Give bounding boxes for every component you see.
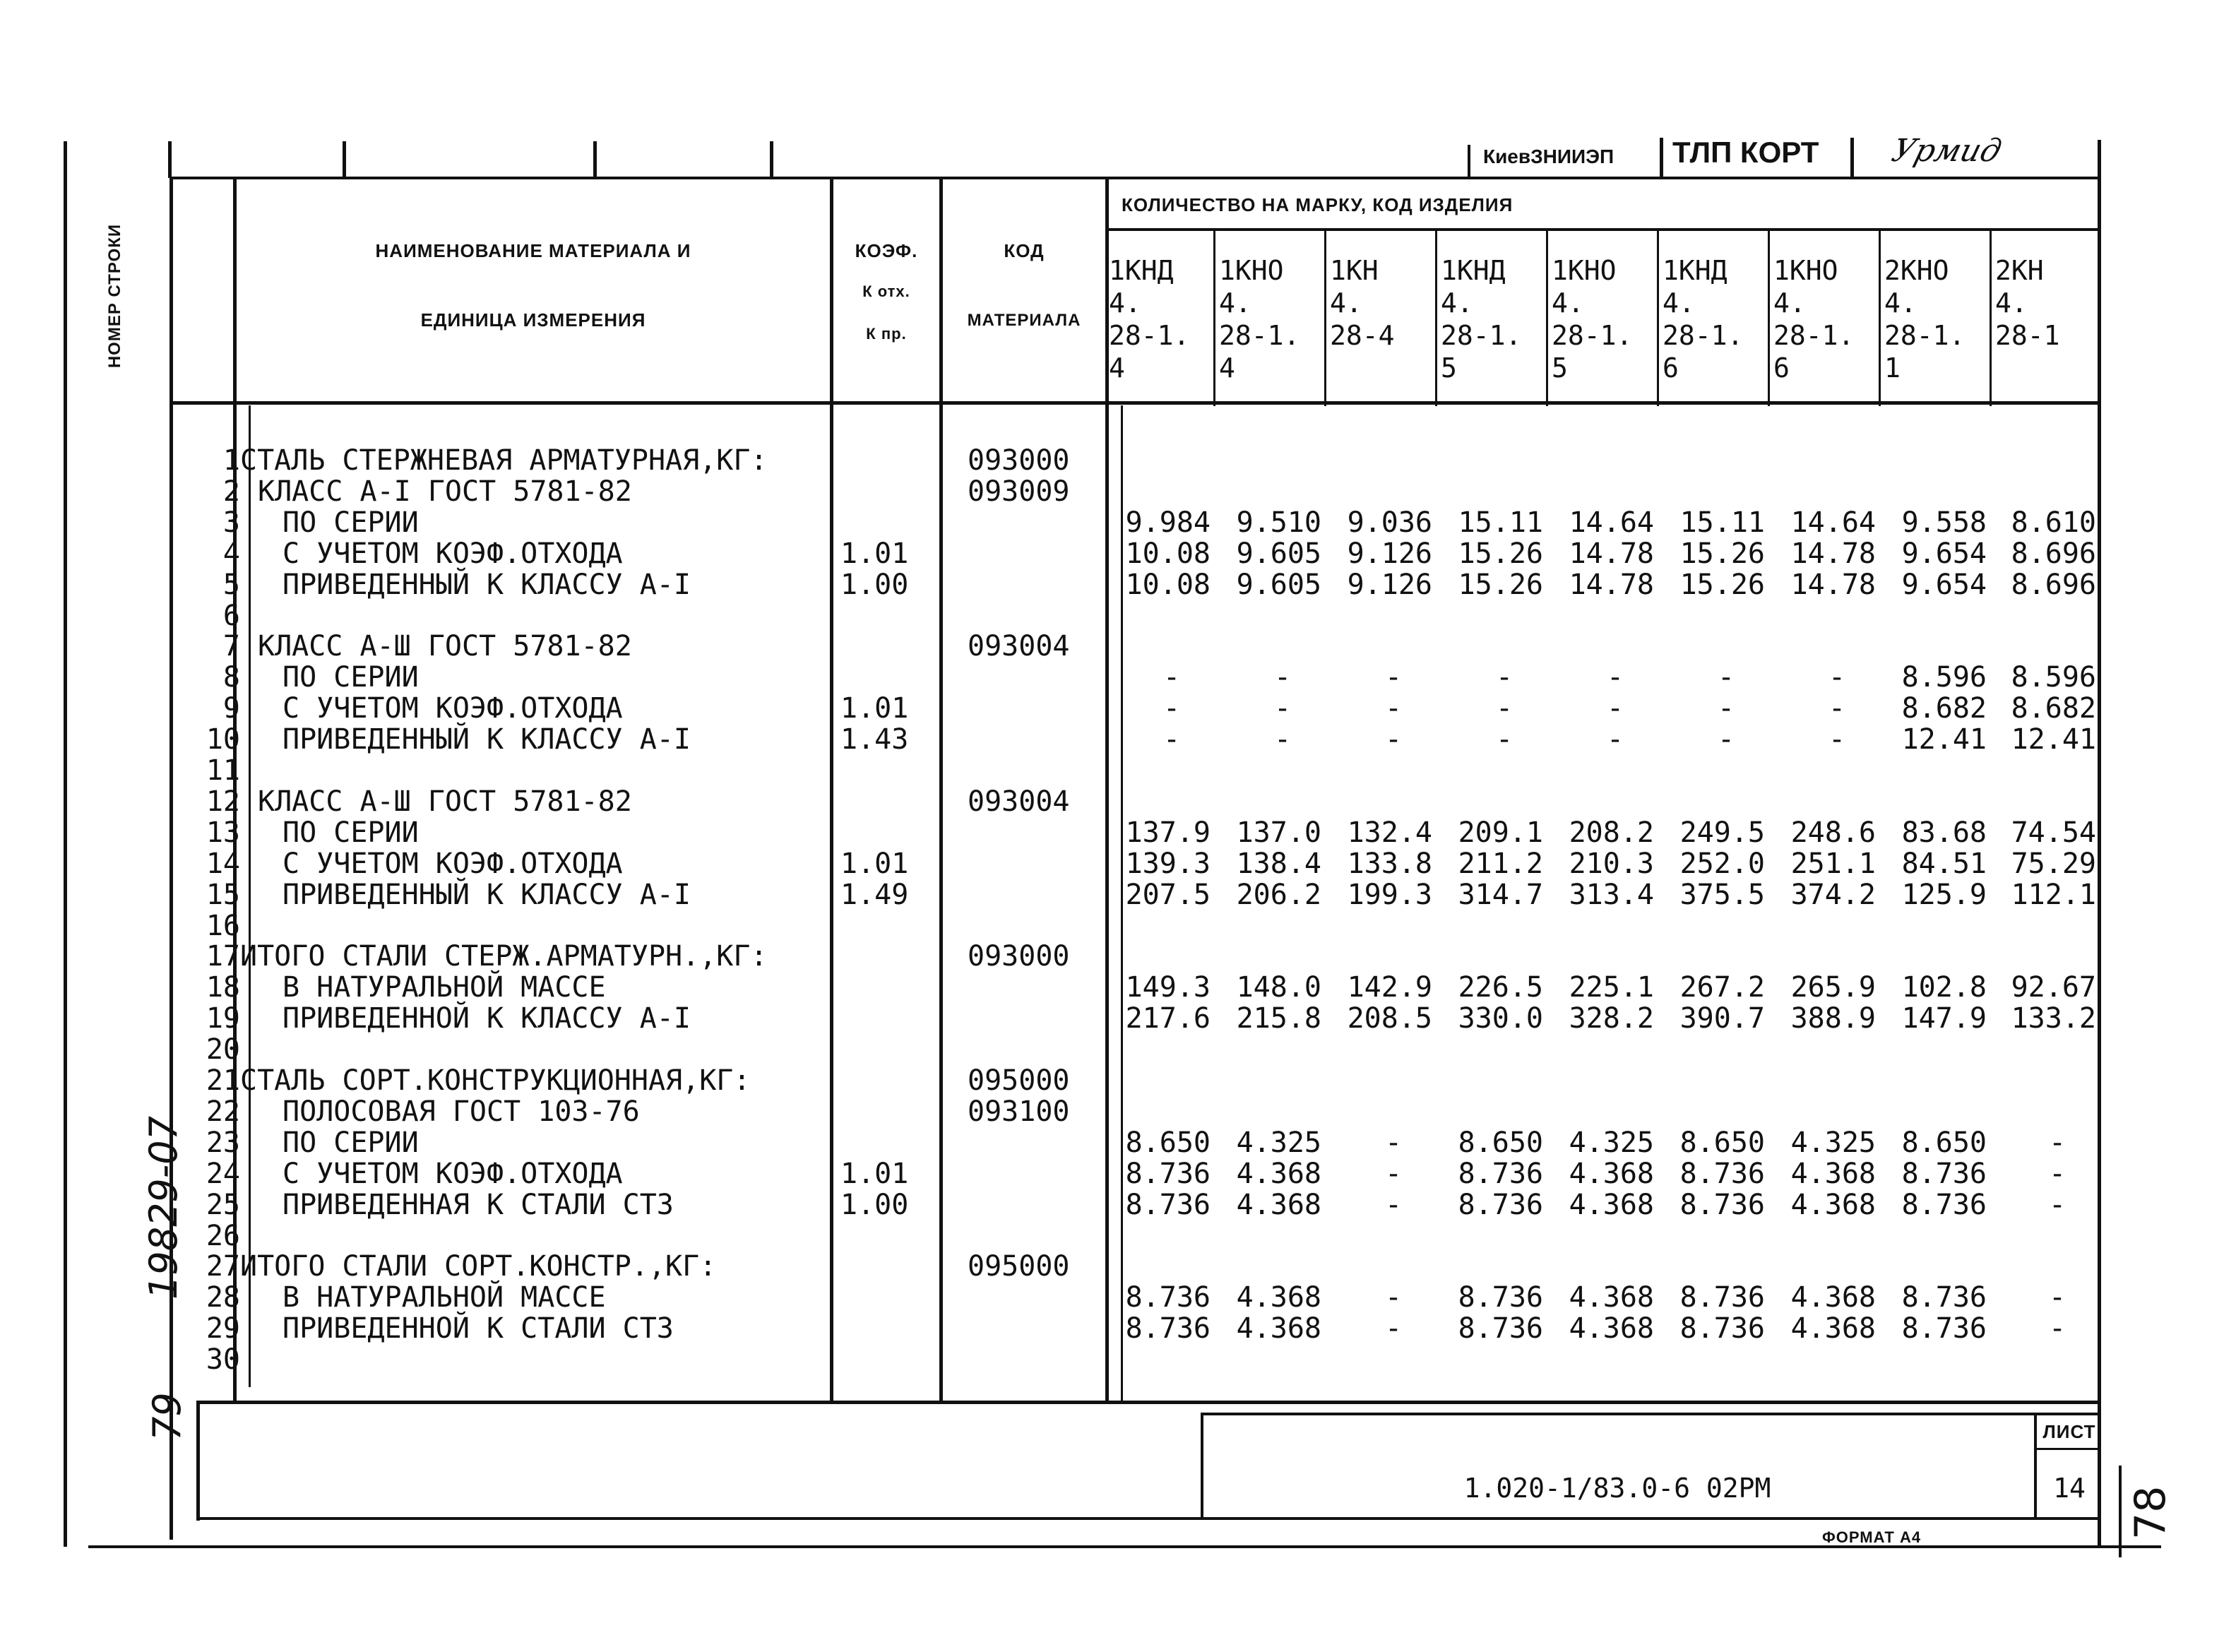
quantity-cell: 92.67	[2011, 971, 2096, 1004]
quantity-cell: 8.736	[1901, 1312, 1987, 1345]
material-name: С УЧЕТОМ КОЭФ.ОТХОДА	[283, 1157, 623, 1190]
row-number: 14	[206, 847, 240, 880]
quantity-cell: 8.736	[1458, 1188, 1543, 1221]
quantity-cell: -	[1606, 692, 1624, 725]
stamp-tick	[1850, 138, 1854, 177]
col-line-rownum-inner	[249, 405, 251, 1387]
material-name: ПРИВЕДЕННОЙ К СТАЛИ СТЗ	[283, 1312, 674, 1345]
quantity-cell: 10.08	[1125, 568, 1211, 601]
quantity-cell: -	[1384, 1126, 1403, 1159]
quantity-cell: -	[1384, 661, 1403, 694]
quantity-cell: 8.736	[1901, 1188, 1987, 1221]
quantity-cell: 9.984	[1125, 506, 1211, 539]
footer-sheet-mid	[2034, 1448, 2101, 1450]
material-name: ПО СЕРИИ	[283, 1126, 419, 1159]
quantity-cell: -	[2048, 1188, 2066, 1221]
quantity-cell: -	[1273, 723, 1292, 756]
quantity-cell: 8.682	[1901, 692, 1987, 725]
material-name: ПРИВЕДЕННАЯ К СТАЛИ СТЗ	[283, 1188, 674, 1221]
coefficient: 1.43	[840, 723, 909, 756]
quantity-cell: -	[2048, 1157, 2066, 1190]
quantity-cell: 4.368	[1236, 1312, 1321, 1345]
quantity-cell: -	[1384, 1157, 1403, 1190]
quantity-cell: 8.610	[2011, 506, 2096, 539]
quantity-cell: 8.650	[1679, 1126, 1765, 1159]
quantity-cell: 8.596	[2011, 661, 2096, 694]
quantity-cell: 132.4	[1347, 816, 1432, 849]
row-number: 13	[206, 816, 240, 849]
mark-col-line	[1213, 230, 1215, 406]
quantity-cell: 15.11	[1679, 506, 1765, 539]
quantity-cell: 4.368	[1236, 1188, 1321, 1221]
material-name: ИТОГО СТАЛИ СОРТ.КОНСТР.,КГ:	[240, 1250, 717, 1283]
quantity-cell: -	[1495, 661, 1514, 694]
row-number: 20	[206, 1033, 240, 1066]
quantity-cell: 208.5	[1347, 1002, 1432, 1035]
material-name: КЛАСС А-I ГОСТ 5781-82	[258, 475, 632, 508]
quantity-header: КОЛИЧЕСТВО НА МАРКУ, КОД ИЗДЕЛИЯ	[1122, 194, 1514, 215]
quantity-cell: 9.036	[1347, 506, 1432, 539]
coef-header-line2: К отх.	[862, 283, 910, 300]
material-name: КЛАСС А-Ш ГОСТ 5781-82	[258, 785, 632, 818]
stamp-tick	[1660, 138, 1663, 177]
row-number: 11	[206, 754, 240, 787]
footer-title-block-top	[1201, 1413, 2101, 1415]
col-line-name-end	[830, 179, 833, 1401]
quantity-cell: 4.368	[1569, 1281, 1654, 1314]
mark-col-line	[1879, 230, 1881, 406]
quantity-cell: 251.1	[1790, 847, 1876, 880]
quantity-cell: 9.605	[1236, 568, 1321, 601]
quantity-cell: 4.325	[1569, 1126, 1654, 1159]
name-header-line1: НАИМЕНОВАНИЕ МАТЕРИАЛА И	[375, 240, 691, 261]
quantity-cell: 75.29	[2011, 847, 2096, 880]
quantity-cell: 8.736	[1679, 1312, 1765, 1345]
material-code: 093000	[968, 444, 1070, 477]
material-name: В НАТУРАЛЬНОЙ МАССЕ	[283, 971, 606, 1004]
quantity-cell: -	[1384, 692, 1403, 725]
material-name: ПО СЕРИИ	[283, 506, 419, 539]
code-header-line2: МАТЕРИАЛА	[967, 311, 1081, 330]
material-name: ПРИВЕДЕННЫЙ К КЛАССУ А-I	[283, 878, 691, 911]
row-number: 4	[222, 537, 240, 570]
footer-bottom-line	[196, 1517, 2101, 1520]
quantity-cell: 217.6	[1125, 1002, 1211, 1035]
material-name: ПРИВЕДЕННЫЙ К КЛАССУ А-I	[283, 568, 691, 601]
quantity-cell: 390.7	[1679, 1002, 1765, 1035]
quantity-cell: 4.368	[1236, 1281, 1321, 1314]
quantity-cell: 8.736	[1901, 1281, 1987, 1314]
row-number-header: НОМЕР СТРОКИ	[105, 223, 124, 369]
mark-col-line	[1324, 230, 1326, 406]
quantity-cell: 208.2	[1569, 816, 1654, 849]
quantity-cell: 14.78	[1569, 537, 1654, 570]
quantity-cell: -	[1162, 661, 1181, 694]
mark-col-line	[1768, 230, 1770, 406]
row-number: 28	[206, 1281, 240, 1314]
material-name: С УЧЕТОМ КОЭФ.ОТХОДА	[283, 692, 623, 725]
material-name: ПО СЕРИИ	[283, 816, 419, 849]
quantity-cell: 206.2	[1236, 878, 1321, 911]
quantity-cell: 9.654	[1901, 568, 1987, 601]
coefficient: 1.00	[840, 568, 909, 601]
quantity-cell: 15.26	[1679, 568, 1765, 601]
material-name: С УЧЕТОМ КОЭФ.ОТХОДА	[283, 847, 623, 880]
row-number: 26	[206, 1219, 240, 1252]
quantity-cell: 137.0	[1236, 816, 1321, 849]
table-bottom-line	[198, 1401, 2101, 1404]
quantity-cell: 4.325	[1236, 1126, 1321, 1159]
material-code: 093004	[968, 630, 1070, 663]
quantity-cell: -	[1162, 692, 1181, 725]
quantity-cell: 14.78	[1790, 568, 1876, 601]
quantity-cell: -	[1606, 723, 1624, 756]
quantity-cell: 9.510	[1236, 506, 1321, 539]
quantity-cell: 4.368	[1790, 1312, 1876, 1345]
coefficient: 1.49	[840, 878, 909, 911]
quantity-cell: -	[1717, 661, 1735, 694]
quantity-cell: 9.654	[1901, 537, 1987, 570]
quantity-cell: -	[1162, 723, 1181, 756]
quantity-cell: -	[2048, 1281, 2066, 1314]
quantity-cell: 314.7	[1458, 878, 1543, 911]
quantity-cell: -	[1717, 723, 1735, 756]
quantity-cell: 149.3	[1125, 971, 1211, 1004]
col-line-coef-end	[939, 179, 943, 1401]
material-name: СТАЛЬ СТЕРЖНЕВАЯ АРМАТУРНАЯ,КГ:	[240, 444, 768, 477]
mark-header-2: 1КНО 4. 28-1. 4	[1219, 255, 1300, 384]
row-number: 30	[206, 1343, 240, 1377]
quantity-cell: 133.2	[2011, 1002, 2096, 1035]
quantity-cell: -	[1495, 692, 1514, 725]
row-number: 5	[222, 568, 240, 601]
material-name: ПО СЕРИИ	[283, 661, 419, 694]
row-number: 23	[206, 1126, 240, 1159]
stamp-tick	[168, 141, 172, 178]
quantity-cell: 14.78	[1790, 537, 1876, 570]
material-name: ПОЛОСОВАЯ ГОСТ 103-76	[283, 1095, 640, 1128]
quantity-cell: 215.8	[1236, 1002, 1321, 1035]
row-number: 9	[222, 692, 240, 725]
row-number: 24	[206, 1157, 240, 1190]
quantity-cell: 4.368	[1569, 1312, 1654, 1345]
quantity-header-line	[1105, 228, 2101, 231]
coefficient: 1.01	[840, 847, 909, 880]
quantity-cell: 9.605	[1236, 537, 1321, 570]
quantity-cell: 207.5	[1125, 878, 1211, 911]
stamp-project: ТЛП КОРТ	[1672, 136, 1819, 169]
quantity-cell: 125.9	[1901, 878, 1987, 911]
quantity-cell: 8.650	[1901, 1126, 1987, 1159]
quantity-cell: 8.736	[1125, 1281, 1211, 1314]
quantity-cell: -	[1384, 723, 1403, 756]
quantity-cell: 211.2	[1458, 847, 1543, 880]
stamp-tick	[343, 141, 346, 178]
quantity-cell: 8.736	[1125, 1188, 1211, 1221]
stamp-tick	[593, 141, 597, 178]
quantity-cell: 328.2	[1569, 1002, 1654, 1035]
quantity-cell: -	[2048, 1312, 2066, 1345]
quantity-cell: 14.78	[1569, 568, 1654, 601]
side-archive-number: 19829-07	[141, 1116, 186, 1300]
quantity-cell: -	[1606, 661, 1624, 694]
quantity-cell: 8.696	[2011, 537, 2096, 570]
quantity-cell: 249.5	[1679, 816, 1765, 849]
quantity-cell: -	[2048, 1126, 2066, 1159]
material-code: 093009	[968, 475, 1070, 508]
quantity-cell: 148.0	[1236, 971, 1321, 1004]
mark-header-8: 2КНО 4. 28-1. 1	[1884, 255, 1966, 384]
row-number: 27	[206, 1250, 240, 1283]
material-code: 093004	[968, 785, 1070, 818]
quantity-cell: -	[1828, 661, 1846, 694]
quantity-cell: 142.9	[1347, 971, 1432, 1004]
mark-header-9: 2КН 4. 28-1	[1995, 255, 2060, 351]
mark-col-line	[1435, 230, 1437, 406]
quantity-cell: 4.368	[1790, 1157, 1876, 1190]
quantity-cell: 12.41	[2011, 723, 2096, 756]
row-number: 25	[206, 1188, 240, 1221]
material-name: В НАТУРАЛЬНОЙ МАССЕ	[283, 1281, 606, 1314]
quantity-cell: 8.736	[1458, 1281, 1543, 1314]
material-name: СТАЛЬ СОРТ.КОНСТРУКЦИОННАЯ,КГ:	[240, 1064, 751, 1097]
quantity-cell: 8.736	[1125, 1312, 1211, 1345]
quantity-cell: 84.51	[1901, 847, 1987, 880]
quantity-cell: 4.368	[1236, 1157, 1321, 1190]
coef-header-line3: К пр.	[866, 325, 907, 343]
quantity-cell: 9.126	[1347, 568, 1432, 601]
quantity-cell: 252.0	[1679, 847, 1765, 880]
col-line-rownum	[233, 179, 237, 1401]
quantity-cell: 313.4	[1569, 878, 1654, 911]
quantity-cell: 4.325	[1790, 1126, 1876, 1159]
corner-box-line	[2119, 1466, 2122, 1557]
row-number: 6	[222, 599, 240, 632]
quantity-cell: 8.736	[1679, 1281, 1765, 1314]
name-header-line2: ЕДИНИЦА ИЗМЕРЕНИЯ	[420, 309, 646, 331]
quantity-cell: 225.1	[1569, 971, 1654, 1004]
material-code: 093100	[968, 1095, 1070, 1128]
quantity-cell: 138.4	[1236, 847, 1321, 880]
row-number: 15	[206, 878, 240, 911]
quantity-cell: 226.5	[1458, 971, 1543, 1004]
row-number: 16	[206, 909, 240, 942]
coefficient: 1.00	[840, 1188, 909, 1221]
quantity-cell: -	[1273, 661, 1292, 694]
quantity-cell: 74.54	[2011, 816, 2096, 849]
material-code: 095000	[968, 1064, 1070, 1097]
frame-top-border	[170, 177, 2101, 179]
row-number: 12	[206, 785, 240, 818]
row-number: 21	[206, 1064, 240, 1097]
quantity-cell: 8.596	[1901, 661, 1987, 694]
quantity-cell: 330.0	[1458, 1002, 1543, 1035]
quantity-cell: 4.368	[1790, 1281, 1876, 1314]
quantity-cell: -	[1273, 692, 1292, 725]
quantity-cell: 8.682	[2011, 692, 2096, 725]
mark-header-3: 1КН 4. 28-4	[1330, 255, 1395, 351]
quantity-cell: 147.9	[1901, 1002, 1987, 1035]
quantity-cell: 133.8	[1347, 847, 1432, 880]
header-bottom-line	[170, 401, 2101, 405]
row-number: 2	[222, 475, 240, 508]
quantity-cell: 15.26	[1679, 537, 1765, 570]
mark-col-line	[1546, 230, 1548, 406]
quantity-cell: 137.9	[1125, 816, 1211, 849]
coef-header-line1: КОЭФ.	[855, 240, 918, 261]
quantity-cell: 8.696	[2011, 568, 2096, 601]
material-name: ПРИВЕДЕННЫЙ К КЛАССУ А-I	[283, 723, 691, 756]
quantity-cell: -	[1384, 1281, 1403, 1314]
row-number: 17	[206, 940, 240, 973]
quantity-cell: 139.3	[1125, 847, 1211, 880]
quantity-cell: 248.6	[1790, 816, 1876, 849]
stamp-tick	[1468, 145, 1470, 177]
coefficient: 1.01	[840, 1157, 909, 1190]
frame-left-border	[170, 177, 173, 1540]
mark-header-5: 1КНО 4. 28-1. 5	[1552, 255, 1633, 384]
quantity-cell: 14.64	[1790, 506, 1876, 539]
quantity-cell: 15.26	[1458, 568, 1543, 601]
row-number: 1	[222, 444, 240, 477]
corner-page-number: 78	[2126, 1485, 2175, 1540]
material-code: 095000	[968, 1250, 1070, 1283]
row-number: 18	[206, 971, 240, 1004]
quantity-cell: 8.736	[1679, 1188, 1765, 1221]
quantity-cell: -	[1717, 692, 1735, 725]
material-name: С УЧЕТОМ КОЭФ.ОТХОДА	[283, 537, 623, 570]
material-name: КЛАСС А-Ш ГОСТ 5781-82	[258, 630, 632, 663]
quantity-cell: 8.736	[1458, 1157, 1543, 1190]
quantity-cell: -	[1495, 723, 1514, 756]
quantity-cell: 4.368	[1790, 1188, 1876, 1221]
quantity-cell: 375.5	[1679, 878, 1765, 911]
quantity-cell: 199.3	[1347, 878, 1432, 911]
quantity-cell: 374.2	[1790, 878, 1876, 911]
format-label: ФОРМАТ А4	[1822, 1528, 1922, 1546]
frame-right-border	[2098, 140, 2101, 1545]
quantity-cell: 8.736	[1679, 1157, 1765, 1190]
document-designation: 1.020-1/83.0-6 02РМ	[1463, 1473, 1771, 1504]
quantity-cell: 9.558	[1901, 506, 1987, 539]
row-number: 3	[222, 506, 240, 539]
left-margin-line	[64, 141, 67, 1547]
quantity-cell: 8.650	[1125, 1126, 1211, 1159]
quantity-cell: 12.41	[1901, 723, 1987, 756]
code-header-line1: КОД	[1004, 240, 1045, 261]
quantity-cell: 8.736	[1458, 1312, 1543, 1345]
quantity-cell: 10.08	[1125, 537, 1211, 570]
quantity-cell: 15.11	[1458, 506, 1543, 539]
quantity-cell: -	[1384, 1312, 1403, 1345]
sheet-number: 14	[2053, 1473, 2086, 1504]
coefficient: 1.01	[840, 537, 909, 570]
material-code: 093000	[968, 940, 1070, 973]
side-page-number: 79	[145, 1392, 189, 1441]
quantity-cell: -	[1828, 692, 1846, 725]
quantity-cell: 112.1	[2011, 878, 2096, 911]
row-number: 22	[206, 1095, 240, 1128]
quantity-cell: 9.126	[1347, 537, 1432, 570]
quantity-cell: 8.736	[1901, 1157, 1987, 1190]
material-name: ИТОГО СТАЛИ СТЕРЖ.АРМАТУРН.,КГ:	[240, 940, 768, 973]
quantity-cell: 210.3	[1569, 847, 1654, 880]
coefficient: 1.01	[840, 692, 909, 725]
mark-header-6: 1КНД 4. 28-1. 6	[1663, 255, 1744, 384]
quantity-cell: 265.9	[1790, 971, 1876, 1004]
mark-header-1: 1КНД 4. 28-1. 4	[1109, 255, 1190, 384]
stamp-org: КиевЗНИИЭП	[1483, 145, 1614, 167]
material-name: ПРИВЕДЕННОЙ К КЛАССУ А-I	[283, 1002, 691, 1035]
mark-col-line	[1990, 230, 1992, 406]
mark-header-7: 1КНО 4. 28-1. 6	[1773, 255, 1855, 384]
stamp-signature: Урмид	[1888, 133, 2006, 169]
sheet-label: ЛИСТ	[2042, 1421, 2096, 1442]
quantity-cell: -	[1384, 1188, 1403, 1221]
quantity-cell: 8.736	[1125, 1157, 1211, 1190]
row-number: 29	[206, 1312, 240, 1345]
stamp-tick	[770, 141, 773, 178]
row-number: 8	[222, 661, 240, 694]
row-number: 7	[222, 630, 240, 663]
quantity-cell: 83.68	[1901, 816, 1987, 849]
quantity-cell: 209.1	[1458, 816, 1543, 849]
col-line-data-inner	[1121, 405, 1123, 1401]
quantity-cell: 102.8	[1901, 971, 1987, 1004]
mark-header-4: 1КНД 4. 28-1. 5	[1441, 255, 1522, 384]
row-number: 19	[206, 1002, 240, 1035]
row-number: 10	[206, 723, 240, 756]
mark-col-line	[1657, 230, 1659, 406]
quantity-cell: 15.26	[1458, 537, 1543, 570]
quantity-cell: 8.650	[1458, 1126, 1543, 1159]
quantity-cell: 4.368	[1569, 1157, 1654, 1190]
quantity-cell: 388.9	[1790, 1002, 1876, 1035]
footer-left-border	[196, 1401, 200, 1521]
quantity-cell: -	[1828, 723, 1846, 756]
quantity-cell: 4.368	[1569, 1188, 1654, 1221]
quantity-cell: 14.64	[1569, 506, 1654, 539]
quantity-cell: 267.2	[1679, 971, 1765, 1004]
